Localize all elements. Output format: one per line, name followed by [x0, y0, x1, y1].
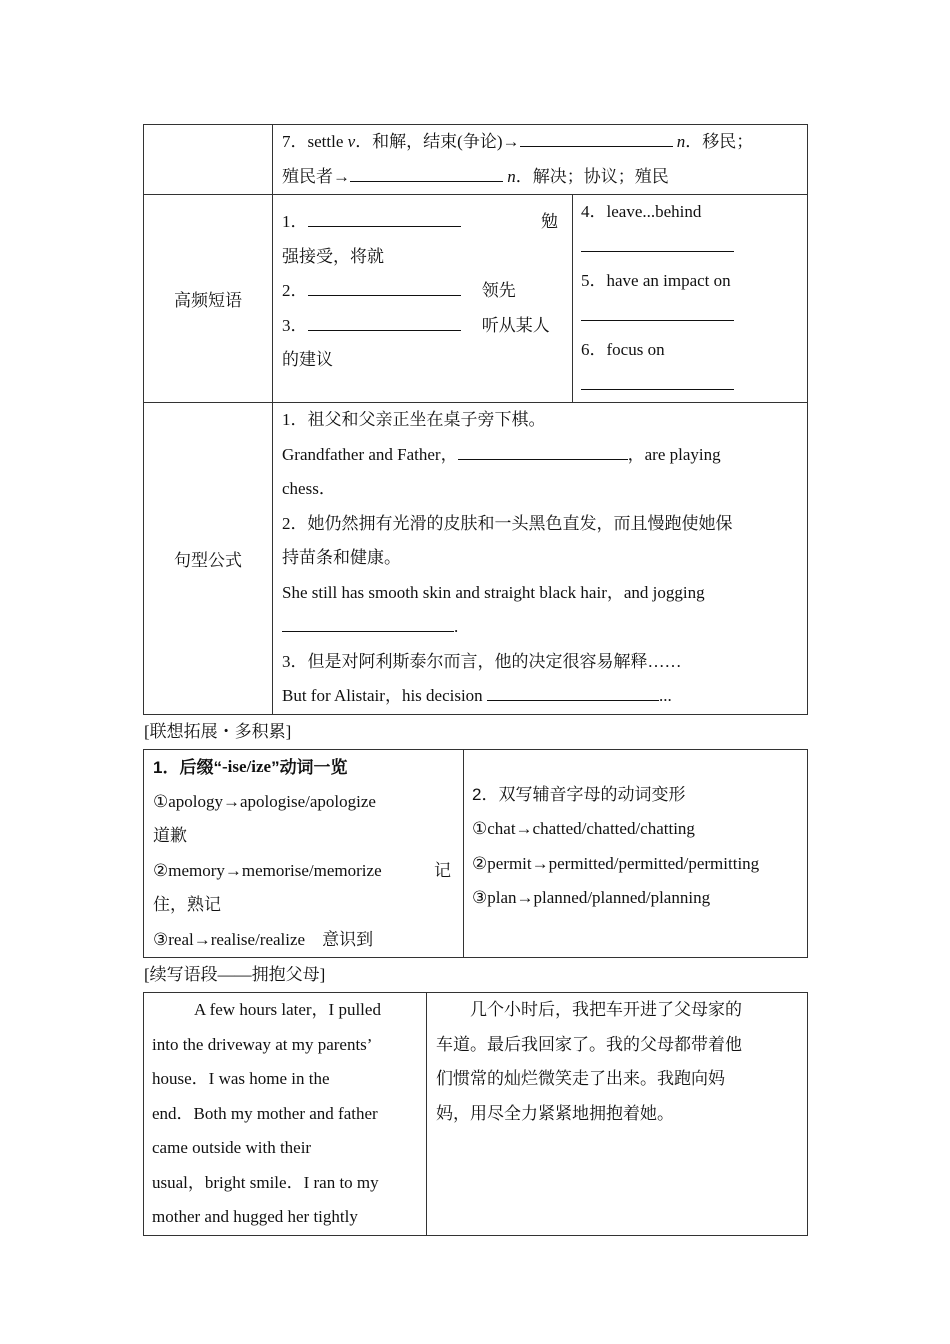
expand-left-cell: 1．后缀“-ise/ize”动词一览 ①apology→apologise/apologize 道歉 ②memory→memorise/memorize 记 住，熟记 ③real→realise/realize 意识到 [144, 749, 464, 958]
vocab-item-7-line2: 殖民者→ n．解决；协议；殖民 [282, 160, 801, 195]
phrase-3: 3． 听从某人 [282, 309, 558, 344]
phrase-6: 6．focus on [581, 340, 665, 359]
vocab-item-7-line1: 7．settle v．和解，结束(争论)→ n．移民； [282, 125, 801, 160]
sentence-2-cn: 2．她仍然拥有光滑的皮肤和一头黑色直发，而且慢跑使她保 [282, 513, 733, 533]
phrases-row [144, 195, 808, 403]
vocab-row [144, 125, 808, 195]
answer-blank[interactable] [487, 682, 659, 701]
writing-section-title: [续写语段——拥抱父母] [144, 965, 326, 985]
sentence-1-en: Grandfather and Father， ，are playing [282, 438, 797, 473]
expand-table [143, 749, 808, 959]
phrase-2: 2． 领先 [282, 274, 558, 309]
phrases-right-cell [573, 195, 808, 403]
answer-blank[interactable] [581, 302, 734, 321]
answer-blank[interactable] [458, 441, 628, 460]
expand-right-cell: 2．双写辅音字母的动词变形 ①chat→chatted/chatted/chatting ②permit→permitted/permitted/permitting ③plan→planned/planned/planning [464, 749, 808, 958]
answer-blank[interactable] [282, 613, 454, 632]
answer-blank[interactable] [350, 163, 503, 182]
answer-blank[interactable] [308, 208, 461, 227]
writing-english-cell: A few hours later，I pulled into the driveway at my parents’ house．I was home in the end．Both my mother and father came outside with their usual，bright smile．I ran to my mother and hugged her tightly [144, 993, 427, 1236]
sentence-1-cn: 1．祖父和父亲正坐在桌子旁下棋。 [282, 410, 546, 429]
vocab-content-cell [273, 125, 808, 195]
writing-chinese-cell: 几个小时后，我把车开进了父母家的 车道。最后我回家了。我的父母都带着他 们惯常的灿烂微笑走了出来。我跑向妈 妈，用尽全力紧紧地拥抱着她。 [427, 993, 808, 1236]
expand-section-title: [联想拓展・多积累] [144, 721, 292, 741]
answer-blank[interactable] [308, 312, 461, 331]
answer-blank[interactable] [581, 371, 734, 390]
expand-right-title: 2．双写辅音字母的动词变形 [472, 784, 686, 804]
sentence-3-en: But for Alistair，his decision ... [282, 679, 797, 714]
phrases-label: 高频短语 [144, 195, 273, 403]
answer-blank[interactable] [520, 128, 673, 147]
phrase-4: 4．leave...behind [581, 202, 702, 221]
worksheet-page [143, 124, 807, 1236]
sentences-label: 句型公式 [144, 403, 273, 715]
sentences-content-cell: 1．祖父和父亲正坐在桌子旁下棋。 Grandfather and Father， ，are playing chess． 2．她仍然拥有光滑的皮肤和一头黑色直发，而且慢跑使她保 持苗条和健康。 She still has smooth skin and straight black hair，and jogging . 3．但是对阿利斯泰尔而言，他的决定很容易解释…… But for Alistair，his decision ... [273, 403, 808, 715]
expand-left-title: 1．后缀“-ise/ize”动词一览 [153, 756, 348, 777]
writing-table [143, 992, 808, 1236]
sentence-2-en: She still has smooth skin and straight black hair，and jogging [282, 582, 705, 602]
vocab-label-cell [144, 125, 273, 195]
phrases-left-cell: 1． 勉 强接受，将就 2． 领先 3． 听从某人 的建议 [273, 195, 573, 403]
answer-blank[interactable] [581, 233, 734, 252]
answer-blank[interactable] [308, 277, 461, 296]
sentence-3-cn: 3．但是对阿利斯泰尔而言，他的决定很容易解释…… [282, 651, 682, 671]
review-table [143, 124, 808, 715]
sentences-row [144, 403, 808, 715]
phrase-1: 1． 勉 [282, 205, 558, 240]
phrase-5: 5．have an impact on [581, 271, 731, 290]
